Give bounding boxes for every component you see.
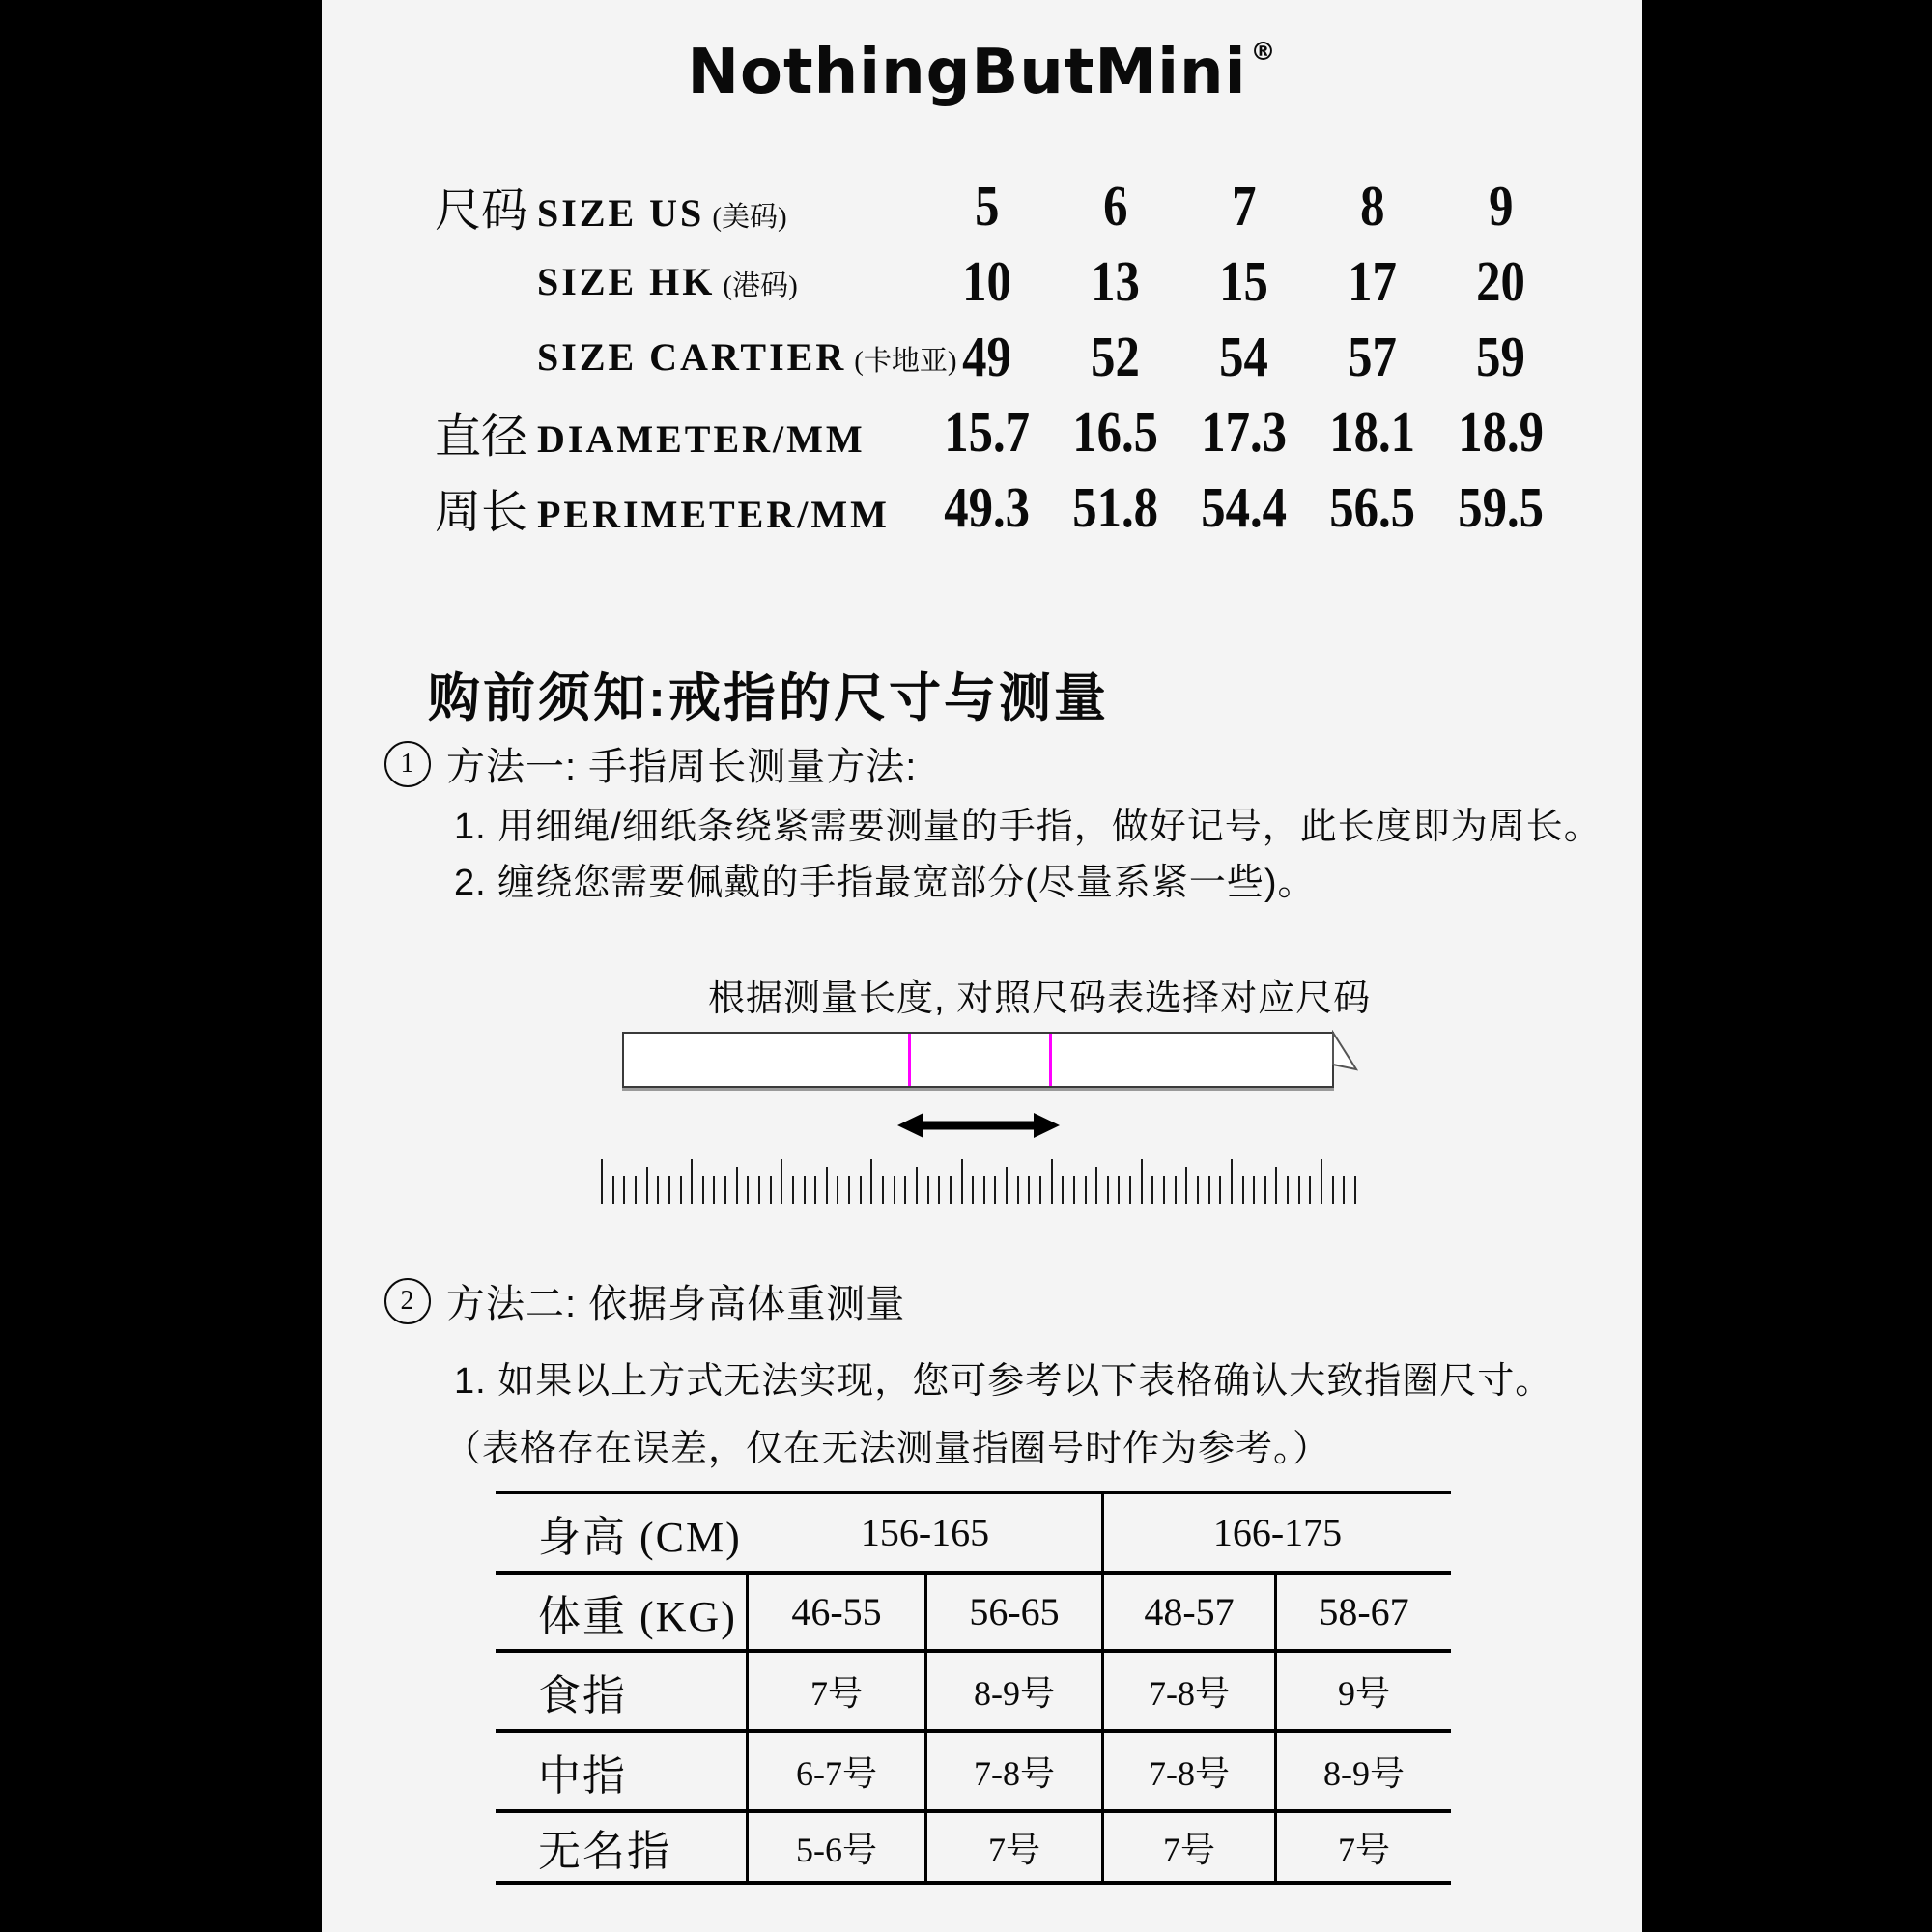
table-cell-value: 7-8号 bbox=[927, 1733, 1104, 1809]
size-chart-value-text: 17 bbox=[1348, 248, 1397, 313]
ruler-tick bbox=[1006, 1167, 1008, 1204]
ruler-tick bbox=[1219, 1176, 1221, 1204]
height-weight-table bbox=[496, 1491, 1451, 1885]
size-chart-values bbox=[923, 319, 1565, 394]
ruler-tick bbox=[1129, 1176, 1131, 1204]
size-chart-label-cn: 尺码 bbox=[435, 185, 528, 237]
size-chart-value-text: 59 bbox=[1476, 324, 1525, 388]
circled-number-2-icon: 2 bbox=[384, 1278, 431, 1324]
size-chart-value-text: 52 bbox=[1091, 324, 1140, 388]
notice-heading: 购前须知:戒指的尺寸与测量 bbox=[428, 669, 1109, 727]
ruler-tick bbox=[1051, 1159, 1053, 1204]
size-chart-values bbox=[923, 168, 1565, 243]
ruler-tick bbox=[1118, 1176, 1120, 1204]
size-chart-value bbox=[1051, 474, 1179, 541]
size-chart-value-text: 49 bbox=[962, 324, 1011, 388]
ruler-tick bbox=[612, 1176, 614, 1204]
ruler-tick bbox=[1107, 1176, 1109, 1204]
size-chart-label-note: (卡地亚) bbox=[854, 345, 957, 377]
ruler-tick bbox=[781, 1159, 782, 1204]
size-chart-row bbox=[435, 319, 1565, 394]
size-chart-value bbox=[923, 248, 1051, 315]
ruler-tick bbox=[702, 1176, 704, 1204]
ruler-tick bbox=[1039, 1176, 1041, 1204]
table-row-label: 食指 bbox=[496, 1653, 749, 1729]
size-chart-value-text: 49.3 bbox=[944, 474, 1030, 539]
size-chart-value bbox=[923, 399, 1051, 466]
table-cell-value: 7号 bbox=[1337, 1830, 1390, 1869]
ruler-tick bbox=[1231, 1159, 1233, 1204]
size-chart-label-note: (美码) bbox=[712, 201, 787, 233]
size-chart-row-label bbox=[435, 474, 890, 541]
size-chart-value-text: 51.8 bbox=[1072, 474, 1158, 539]
table-row-label: 体重 (KG) bbox=[496, 1575, 749, 1649]
size-chart-value-text: 18.9 bbox=[1458, 399, 1544, 464]
ruler-tick bbox=[894, 1176, 895, 1204]
table-row-label: 无名指 bbox=[496, 1813, 749, 1881]
ruler-tick bbox=[1163, 1176, 1165, 1204]
ruler-tick bbox=[1073, 1176, 1075, 1204]
size-chart-value-text: 16.5 bbox=[1072, 399, 1158, 464]
table-cell-value: 58-67 bbox=[1319, 1590, 1409, 1634]
ruler-tick bbox=[1309, 1176, 1311, 1204]
size-chart-value-text: 59.5 bbox=[1458, 474, 1544, 539]
size-chart-row-label bbox=[435, 334, 957, 380]
size-chart-value bbox=[1051, 399, 1179, 466]
ruler-tick bbox=[882, 1176, 884, 1204]
size-chart-value-text: 5 bbox=[974, 173, 1000, 238]
size-chart-value bbox=[1051, 324, 1179, 390]
strip-fold-icon bbox=[1332, 1030, 1361, 1074]
size-chart-value bbox=[1308, 399, 1436, 466]
ruler-tick bbox=[826, 1167, 828, 1204]
ruler-tick bbox=[691, 1159, 693, 1204]
ruler-tick bbox=[1017, 1176, 1019, 1204]
method1-title-text: 方法一: 手指周长测量方法: bbox=[446, 746, 918, 788]
size-chart-value-text: 20 bbox=[1476, 248, 1525, 313]
size-chart-values bbox=[923, 469, 1565, 545]
paper-strip bbox=[622, 1032, 1334, 1088]
size-chart-row-label bbox=[435, 173, 787, 240]
ruler-tick bbox=[1298, 1176, 1300, 1204]
ruler-tick bbox=[1354, 1176, 1356, 1204]
size-chart-value-text: 56.5 bbox=[1329, 474, 1415, 539]
ruler-tick bbox=[1185, 1167, 1187, 1204]
ruler-tick bbox=[680, 1176, 682, 1204]
size-chart-value bbox=[1051, 248, 1179, 315]
size-chart-value bbox=[1436, 474, 1565, 541]
size-chart-value-text: 10 bbox=[962, 248, 1011, 313]
size-chart-value bbox=[1179, 248, 1308, 315]
size-chart-value bbox=[923, 474, 1051, 541]
brand-title bbox=[322, 37, 1642, 108]
ruler-tick bbox=[646, 1167, 648, 1204]
ruler-tick bbox=[837, 1176, 838, 1204]
size-chart-label-en: SIZE US bbox=[537, 190, 705, 235]
size-chart-values bbox=[923, 243, 1565, 319]
table-cell-value: 7号 bbox=[749, 1653, 927, 1729]
table-cell-value: 9号 bbox=[1337, 1674, 1390, 1713]
ruler-tick bbox=[1151, 1176, 1153, 1204]
ruler-tick bbox=[736, 1167, 738, 1204]
table-cell-value: 7-8号 bbox=[1104, 1733, 1277, 1809]
size-chart-value-text: 15 bbox=[1219, 248, 1268, 313]
ruler-tick bbox=[1175, 1176, 1177, 1204]
table-cell-value: 8-9号 bbox=[927, 1653, 1104, 1729]
table-row bbox=[496, 1729, 1451, 1809]
ruler-tick bbox=[713, 1176, 715, 1204]
size-chart-value bbox=[1179, 474, 1308, 541]
ruler-tick bbox=[870, 1159, 872, 1204]
table-cell-height-label: 身高 (CM) bbox=[538, 1513, 742, 1561]
ruler-tick bbox=[1275, 1167, 1277, 1204]
size-chart-row-label bbox=[435, 399, 866, 466]
size-chart-value bbox=[1308, 248, 1436, 315]
right-black-bar bbox=[1642, 0, 1932, 1932]
ruler-tick bbox=[1085, 1176, 1087, 1204]
table-row bbox=[496, 1649, 1451, 1729]
ruler-tick bbox=[814, 1176, 816, 1204]
size-chart bbox=[435, 168, 1565, 545]
size-chart-value-text: 54 bbox=[1219, 324, 1268, 388]
table-row bbox=[496, 1571, 1451, 1649]
size-chart-value bbox=[1179, 173, 1308, 240]
table-row-label: 中指 bbox=[496, 1733, 749, 1809]
table-cell-value: 46-55 bbox=[749, 1575, 927, 1649]
ruler-tick bbox=[848, 1176, 850, 1204]
size-chart-row-label bbox=[435, 259, 798, 304]
method2-step-1: 1. 如果以上方式无法实现，您可参考以下表格确认大致指圈尺寸。 bbox=[454, 1361, 1553, 1402]
ruler-tick bbox=[758, 1176, 760, 1204]
ruler-tick bbox=[916, 1167, 918, 1204]
table-cell-value: 6-7号 bbox=[749, 1733, 927, 1809]
size-chart-value bbox=[1308, 173, 1436, 240]
method1-step-2: 2. 缠绕您需要佩戴的手指最宽部分(尽量系紧一些)。 bbox=[454, 863, 1316, 903]
table-cell-value: 48-57 bbox=[1104, 1575, 1277, 1649]
size-chart-value bbox=[1051, 173, 1179, 240]
ruler-tick bbox=[770, 1176, 772, 1204]
ruler-tick bbox=[1321, 1159, 1322, 1204]
size-chart-value-text: 13 bbox=[1091, 248, 1140, 313]
ruler-tick bbox=[1208, 1176, 1210, 1204]
size-chart-value bbox=[1436, 399, 1565, 466]
size-chart-value bbox=[923, 324, 1051, 390]
size-chart-row bbox=[435, 168, 1565, 243]
size-chart-row bbox=[435, 243, 1565, 319]
size-chart-value bbox=[1179, 399, 1308, 466]
table-cell-height-range: 156-165 bbox=[749, 1494, 1104, 1571]
size-chart-row bbox=[435, 469, 1565, 545]
size-chart-value-text: 9 bbox=[1488, 173, 1514, 238]
size-chart-value bbox=[1436, 173, 1565, 240]
table-cell-value: 7-8号 bbox=[1104, 1653, 1277, 1729]
table-row-height bbox=[496, 1491, 1451, 1571]
ruler-tick bbox=[792, 1176, 794, 1204]
ruler-tick bbox=[1253, 1176, 1255, 1204]
registered-trademark-icon: ® bbox=[1250, 38, 1277, 67]
table-cell-height-range: 166-175 bbox=[1212, 1511, 1343, 1554]
size-chart-label-cn: 直径 bbox=[435, 411, 528, 463]
size-chart-values bbox=[923, 394, 1565, 469]
ruler-tick bbox=[961, 1159, 963, 1204]
size-chart-label-en: PERIMETER/MM bbox=[537, 492, 890, 536]
size-chart-label-cn: 周长 bbox=[435, 486, 528, 538]
table-cell-value: 8-9号 bbox=[1323, 1754, 1405, 1793]
measurement-mark-line bbox=[1049, 1034, 1052, 1086]
ruler-tick bbox=[994, 1176, 996, 1204]
size-chart-value-text: 17.3 bbox=[1201, 399, 1287, 464]
size-chart-value bbox=[1436, 248, 1565, 315]
ruler-tick bbox=[1332, 1176, 1334, 1204]
size-chart-value-text: 18.1 bbox=[1329, 399, 1415, 464]
ruler-tick bbox=[601, 1159, 603, 1204]
size-chart-value bbox=[923, 173, 1051, 240]
ruler-tick bbox=[904, 1176, 906, 1204]
ruler-tick bbox=[657, 1176, 659, 1204]
method1-title bbox=[384, 736, 917, 791]
method1-step-1: 1. 用细绳/细纸条绕紧需要测量的手指，做好记号，此长度即为周长。 bbox=[454, 807, 1602, 847]
method2-title-text: 方法二: 依据身高体重测量 bbox=[446, 1283, 906, 1325]
brand-name: NothingButMini bbox=[687, 37, 1247, 108]
size-chart-label-en: SIZE CARTIER bbox=[537, 334, 847, 379]
size-chart-label-note: (港码) bbox=[723, 270, 798, 301]
method2-step-2: （表格存在误差，仅在无法测量指圈号时作为参考。） bbox=[444, 1429, 1331, 1469]
size-chart-label-en: DIAMETER/MM bbox=[537, 416, 866, 461]
size-chart-value bbox=[1436, 324, 1565, 390]
ruler-caption: 根据测量长度, 对照尺码表选择对应尺码 bbox=[708, 979, 1372, 1019]
size-chart-value bbox=[1308, 474, 1436, 541]
ruler-tick bbox=[938, 1176, 940, 1204]
size-chart-value-text: 8 bbox=[1359, 173, 1385, 238]
ruler-tick bbox=[724, 1176, 726, 1204]
table-cell-value: 56-65 bbox=[927, 1575, 1104, 1649]
ruler bbox=[601, 1159, 1360, 1204]
size-chart-row bbox=[435, 394, 1565, 469]
ruler-tick bbox=[1242, 1176, 1244, 1204]
ruler-tick bbox=[972, 1176, 974, 1204]
size-chart-value bbox=[1308, 324, 1436, 390]
size-chart-value bbox=[1179, 324, 1308, 390]
ruler-tick bbox=[983, 1176, 985, 1204]
ruler-tick bbox=[927, 1176, 929, 1204]
ruler-tick bbox=[1197, 1176, 1199, 1204]
ruler-tick bbox=[623, 1176, 625, 1204]
method2-title bbox=[384, 1273, 905, 1328]
ruler-tick bbox=[635, 1176, 637, 1204]
size-chart-value-text: 54.4 bbox=[1201, 474, 1287, 539]
table-row bbox=[496, 1809, 1451, 1881]
table-cell-value: 7号 bbox=[927, 1813, 1104, 1881]
ruler-tick bbox=[668, 1176, 670, 1204]
ruler-tick bbox=[1264, 1176, 1266, 1204]
ruler-tick bbox=[1141, 1159, 1143, 1204]
circled-number-1-icon: 1 bbox=[384, 741, 431, 787]
ruler-tick bbox=[1343, 1176, 1345, 1204]
measurement-mark-line bbox=[908, 1034, 911, 1086]
ruler-tick bbox=[1287, 1176, 1289, 1204]
ruler-tick bbox=[1028, 1176, 1030, 1204]
size-chart-value-text: 15.7 bbox=[944, 399, 1030, 464]
left-black-bar bbox=[0, 0, 322, 1932]
ruler-tick bbox=[1095, 1167, 1097, 1204]
size-chart-label-en: SIZE HK bbox=[537, 259, 716, 303]
table-cell-value: 5-6号 bbox=[749, 1813, 927, 1881]
ruler-tick bbox=[747, 1176, 749, 1204]
size-chart-value-text: 57 bbox=[1348, 324, 1397, 388]
measure-arrow-icon bbox=[897, 1111, 1060, 1140]
size-chart-value-text: 7 bbox=[1231, 173, 1257, 238]
size-chart-value-text: 6 bbox=[1102, 173, 1128, 238]
table-cell-value: 7号 bbox=[1104, 1813, 1277, 1881]
ruler-tick bbox=[1062, 1176, 1064, 1204]
ruler-tick bbox=[804, 1176, 806, 1204]
ruler-tick bbox=[950, 1176, 952, 1204]
ruler-tick bbox=[860, 1176, 862, 1204]
